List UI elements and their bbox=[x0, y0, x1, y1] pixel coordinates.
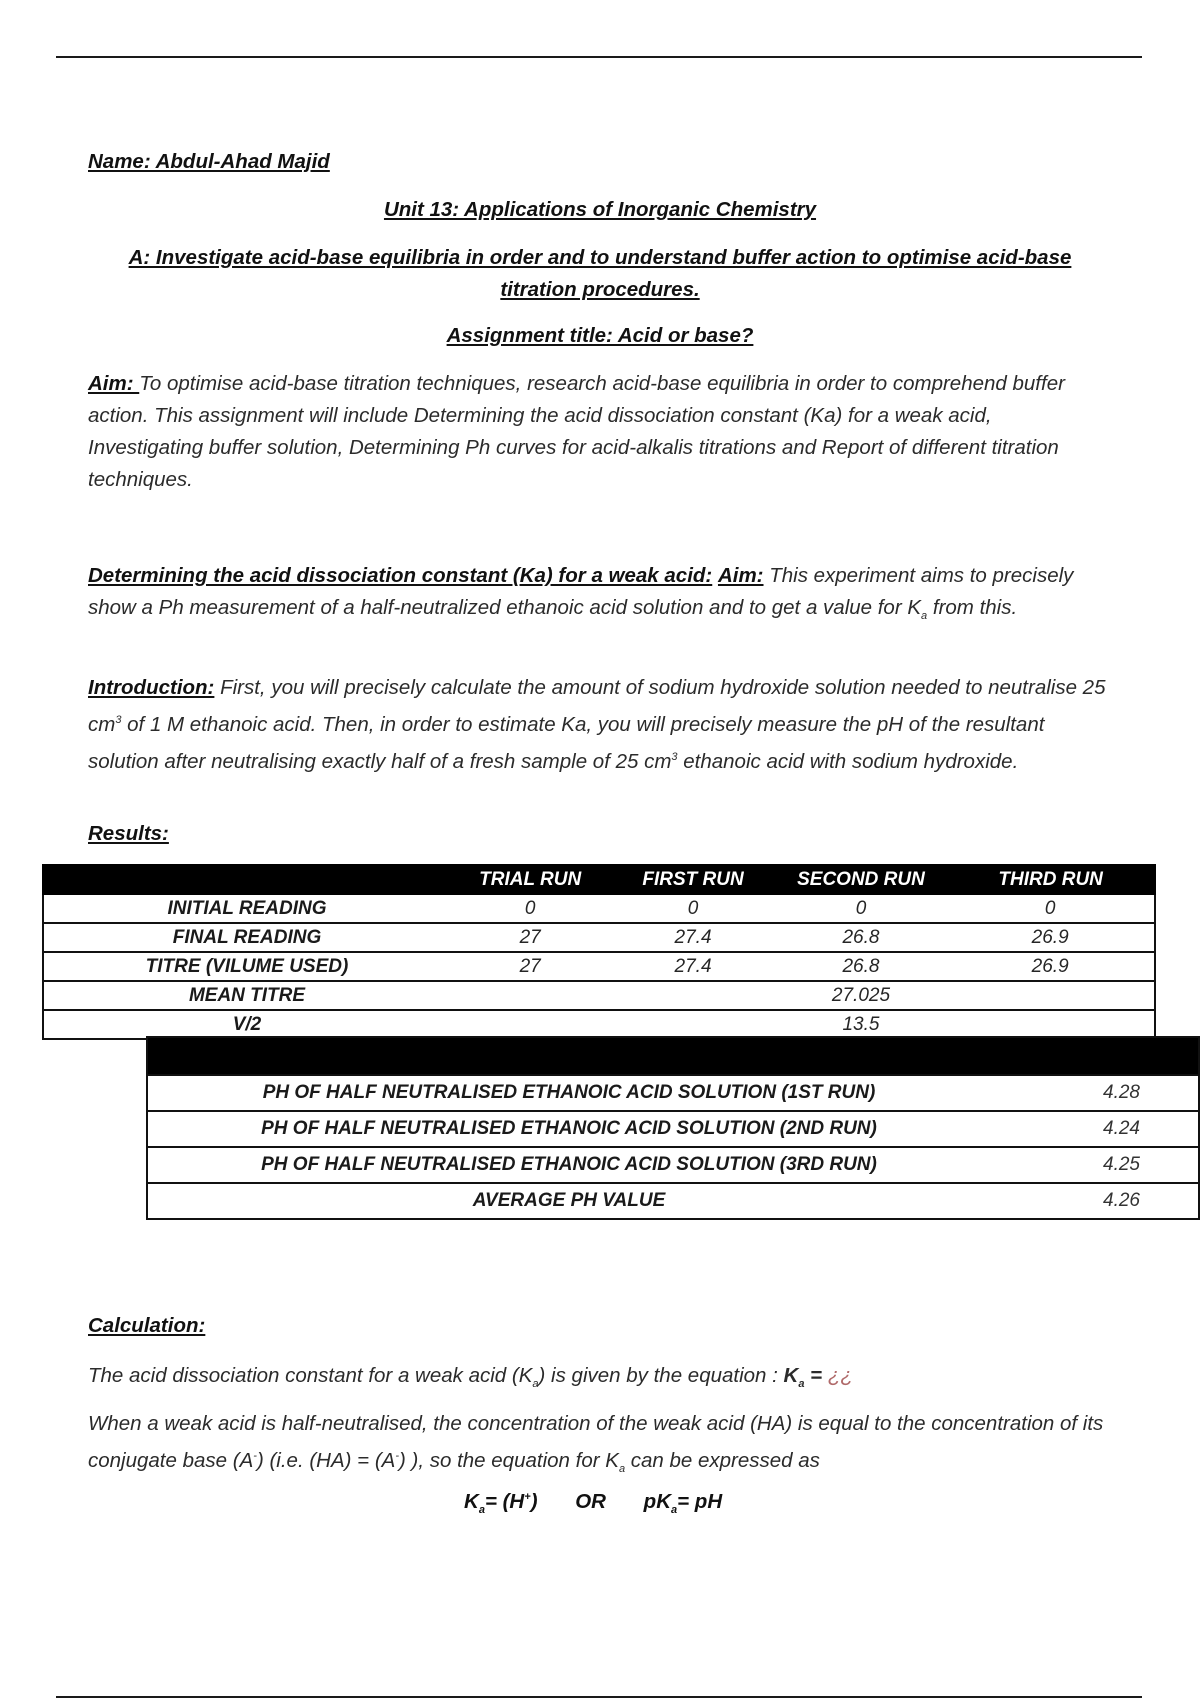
cell-third: 0 bbox=[946, 894, 1155, 923]
ph-table-header bbox=[147, 1037, 1199, 1075]
cell-first: 27.4 bbox=[610, 923, 775, 952]
table-row bbox=[43, 981, 1155, 1010]
ph-row-label: PH OF HALF NEUTRALISED ETHANOIC ACID SOLUTION (2ND RUN) bbox=[147, 1111, 990, 1147]
calculation-line-1: The acid dissociation constant for a weak acid $(K_a)$ is given by the equation : $K_a$ = ¿¿ bbox=[88, 1364, 853, 1391]
cell-trial: 0 bbox=[450, 894, 610, 923]
cell-second: 27.025 bbox=[776, 981, 947, 1010]
cell-second: 13.5 bbox=[776, 1010, 947, 1039]
cell-third bbox=[946, 981, 1155, 1010]
table-row bbox=[147, 1075, 1199, 1111]
aim-paragraph bbox=[88, 368, 1108, 496]
ph-row-label: AVERAGE PH VALUE bbox=[147, 1183, 990, 1219]
name-line bbox=[88, 146, 1108, 178]
ph-table bbox=[146, 1036, 1200, 1220]
equation-right: $pK_a=$ pH bbox=[643, 1490, 723, 1517]
aim-label: Aim: bbox=[88, 372, 140, 395]
garbled-glyph: ¿¿ bbox=[827, 1364, 853, 1387]
ph-row-value: 4.28 bbox=[990, 1075, 1199, 1111]
cell-first: 27.4 bbox=[610, 952, 775, 981]
table-row bbox=[43, 1010, 1155, 1039]
row-label: FINAL READING bbox=[43, 923, 450, 952]
calculation-label: Calculation: bbox=[88, 1314, 206, 1337]
ph-row-value: 4.25 bbox=[990, 1147, 1199, 1183]
cell-trial bbox=[450, 981, 610, 1010]
ka-section-heading: Determining the acid dissociation constant (Ka) for a weak acid: bbox=[88, 564, 713, 587]
unit-title: Unit 13: Applications of Inorganic Chemistry bbox=[383, 198, 817, 221]
cell-first: 0 bbox=[610, 894, 775, 923]
table-row bbox=[147, 1111, 1199, 1147]
cell-third bbox=[946, 1010, 1155, 1039]
results-table bbox=[42, 864, 1156, 1040]
ka-section-paragraph: Determining the acid dissociation constant (Ka) for a weak acid: Aim: This experiment aims to precisely show a Ph measurement of a half-neutralized ethanoic acid solution and to get a value for $K_a$ from this. bbox=[88, 564, 1074, 623]
column-header-blank bbox=[43, 865, 450, 894]
cell-trial: 27 bbox=[450, 923, 610, 952]
column-header-third-run: THIRD RUN bbox=[946, 865, 1155, 894]
cell-second: 26.8 bbox=[776, 923, 947, 952]
ph-row-value: 4.26 bbox=[990, 1183, 1199, 1219]
calculation-line-2: When a weak acid is half-neutralised, the concentration of the weak acid (HA) is equal to the concentration of its conjugate base (A-) (i.e. (HA) = (A-) ), so the equation for $K_a$ can be expressed as bbox=[88, 1412, 1104, 1475]
student-name: Name: Abdul-Ahad Majid bbox=[88, 150, 330, 173]
ka-aim-label: Aim: bbox=[717, 564, 764, 587]
aim-text: To optimise acid-base titration techniques, research acid-base equilibria in order to comprehend buffer action. This assignment will include Determining the acid dissociation constant (Ka) for a weak acid, Investigating buffer solution, Determining Ph curves for acid-alkalis titrations and Report of different titration techniques. bbox=[88, 372, 1065, 491]
ph-row-label: PH OF HALF NEUTRALISED ETHANOIC ACID SOLUTION (3RD RUN) bbox=[147, 1147, 990, 1183]
table-row bbox=[43, 952, 1155, 981]
column-header-trial-run: TRIAL RUN bbox=[450, 865, 610, 894]
cell-second: 0 bbox=[776, 894, 947, 923]
cell-second: 26.8 bbox=[776, 952, 947, 981]
column-header-first-run: FIRST RUN bbox=[610, 865, 775, 894]
row-label: INITIAL READING bbox=[43, 894, 450, 923]
introduction-paragraph: Introduction: First, you will precisely calculate the amount of sodium hydroxide solution needed to neutralise 25 $cm^3$ of 1 M ethanoic acid. Then, in order to estimate Ka, you will precisely measure the pH of the resultant solution after neutralising exactly half of a fresh sample of 25 $cm^3$ ethanoic acid with sodium hydroxide. bbox=[88, 676, 1106, 773]
column-header-second-run: SECOND RUN bbox=[776, 865, 947, 894]
cell-trial bbox=[450, 1010, 610, 1039]
cell-first bbox=[610, 1010, 775, 1039]
equation-or: OR bbox=[575, 1490, 606, 1513]
objective-heading: A: Investigate acid-base equilibria in order and to understand buffer action to optimise acid-base titration procedures. bbox=[128, 246, 1072, 301]
results-label: Results: bbox=[88, 822, 169, 845]
row-label: TITRE (VILUME USED) bbox=[43, 952, 450, 981]
cell-third: 26.9 bbox=[946, 923, 1155, 952]
row-label: MEAN TITRE bbox=[43, 981, 450, 1010]
ph-row-value: 4.24 bbox=[990, 1111, 1199, 1147]
bottom-rule bbox=[56, 1696, 1142, 1698]
cell-first bbox=[610, 981, 775, 1010]
table-row bbox=[43, 923, 1155, 952]
cell-third: 26.9 bbox=[946, 952, 1155, 981]
table-row bbox=[147, 1147, 1199, 1183]
row-label: V/2 bbox=[43, 1010, 450, 1039]
equation-left: $K_a= (H^+)$ bbox=[464, 1490, 538, 1517]
ph-row-label: PH OF HALF NEUTRALISED ETHANOIC ACID SOLUTION (1ST RUN) bbox=[147, 1075, 990, 1111]
half-neutralisation-equation bbox=[464, 1490, 722, 1516]
assignment-title: Assignment title: Acid or base? bbox=[446, 324, 754, 347]
top-rule bbox=[56, 56, 1142, 58]
table-row bbox=[43, 894, 1155, 923]
introduction-label: Introduction: bbox=[88, 676, 215, 699]
results-header-row bbox=[43, 865, 1155, 894]
cell-trial: 27 bbox=[450, 952, 610, 981]
table-row bbox=[147, 1183, 1199, 1219]
